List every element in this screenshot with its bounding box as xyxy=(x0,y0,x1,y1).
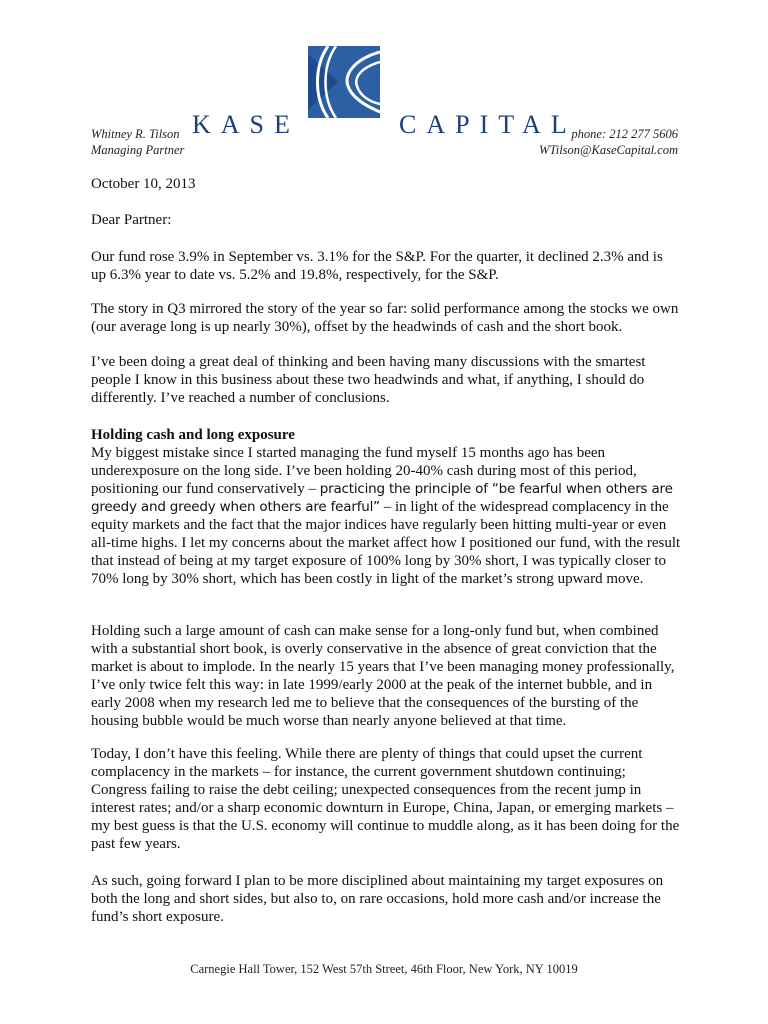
paragraph-text: Our fund rose 3.9% in September vs. 3.1% for the S&P. For the quarter, it declined 2.3% and is up 6.3% year to date vs. 5.2% and 19.8%, respectively, for the S&P. xyxy=(91,249,663,283)
sender-title: Managing Partner xyxy=(91,143,185,157)
paragraph-text: As such, going forward I plan to be more disciplined about maintaining my target exposures on both the long and short sides, but also to, on rare occasions, hold more cash and/or increase the fund’s short exposure. xyxy=(91,873,664,925)
quoted-principle: practicing the principle of “be fearful when others are greedy and greedy when others are fearful” xyxy=(91,481,673,515)
contact-block xyxy=(539,126,678,158)
sender-name: Whitney R. Tilson xyxy=(91,127,180,141)
paragraph xyxy=(91,745,681,853)
paragraph-text xyxy=(91,444,681,588)
paragraph xyxy=(91,248,681,284)
paragraph-text: Today, I don’t have this feeling. While there are plenty of things that could upset the current complacency in the markets – for instance, the current government shutdown continuing; Congress failing to raise the debt ceiling; unexpected consequences from the recent jump in interest rates; and/or a sharp economic downturn in Europe, China, Japan, or emerging markets – my best guess is that the U.S. economy will continue to muddle along, as it has been doing for the past few years. xyxy=(91,746,680,852)
paragraph xyxy=(91,622,681,730)
paragraph-text: I’ve been doing a great deal of thinking and been having many discussions with the smartest people I know in this business about these two headwinds and what, if anything, I should do differently. I’ve reached a number of conclusions. xyxy=(91,354,646,406)
paragraph-text-part: My biggest mistake since I started managing the fund myself 15 months ago has been underexposure on the long side. I’ve been holding 20-40% cash during most of this period, positioning our fund conservatively – xyxy=(91,445,637,497)
paragraph-text: Holding such a large amount of cash can make sense for a long-only fund but, when combined with a substantial short book, is overly conservative in the absence of great conviction that the market is about to implode. In the nearly 15 years that I’ve been managing money professionally, I’ve only twice felt this way: in late 1999/early 2000 at the peak of the internet bubble, and in early 2008 when my research led me to believe that the consequences of the bursting of the housing bubble would be much worse than nearly anyone believed at that time. xyxy=(91,623,675,729)
paragraph xyxy=(91,353,681,407)
section xyxy=(91,426,681,588)
paragraph xyxy=(91,300,681,336)
salutation: Dear Partner: xyxy=(91,212,172,228)
paragraph xyxy=(91,872,681,926)
contact-phone: phone: 212 277 5606 xyxy=(571,127,678,141)
section-heading: Holding cash and long exposure xyxy=(91,427,295,443)
letter-date: October 10, 2013 xyxy=(91,176,196,192)
brand-name-right: CAPITAL xyxy=(399,110,577,139)
contact-email[interactable]: WTilson@KaseCapital.com xyxy=(539,143,678,157)
paragraph-text-part: – in light of the widespread complacency in the equity markets and the fact that the major indices have regularly been hitting multi-year or even all-time highs. I let my concerns about the market affect how I positioned our fund, with the result that instead of being at my target exposure of 100% long by 30% short, I was typically closer to 70% long by 30% short, which has been costly in light of the market’s strong upward move. xyxy=(91,499,681,587)
brand-name-left: KASE xyxy=(192,110,300,139)
sender-block xyxy=(91,126,184,158)
kase-capital-logo-icon xyxy=(308,46,380,118)
paragraph-text: The story in Q3 mirrored the story of the year so far: solid performance among the stocks we own (our average long is up nearly 30%), offset by the headwinds of cash and the short book. xyxy=(91,301,679,335)
footer-address: Carnegie Hall Tower, 152 West 57th Street, 46th Floor, New York, NY 10019 xyxy=(190,962,578,976)
